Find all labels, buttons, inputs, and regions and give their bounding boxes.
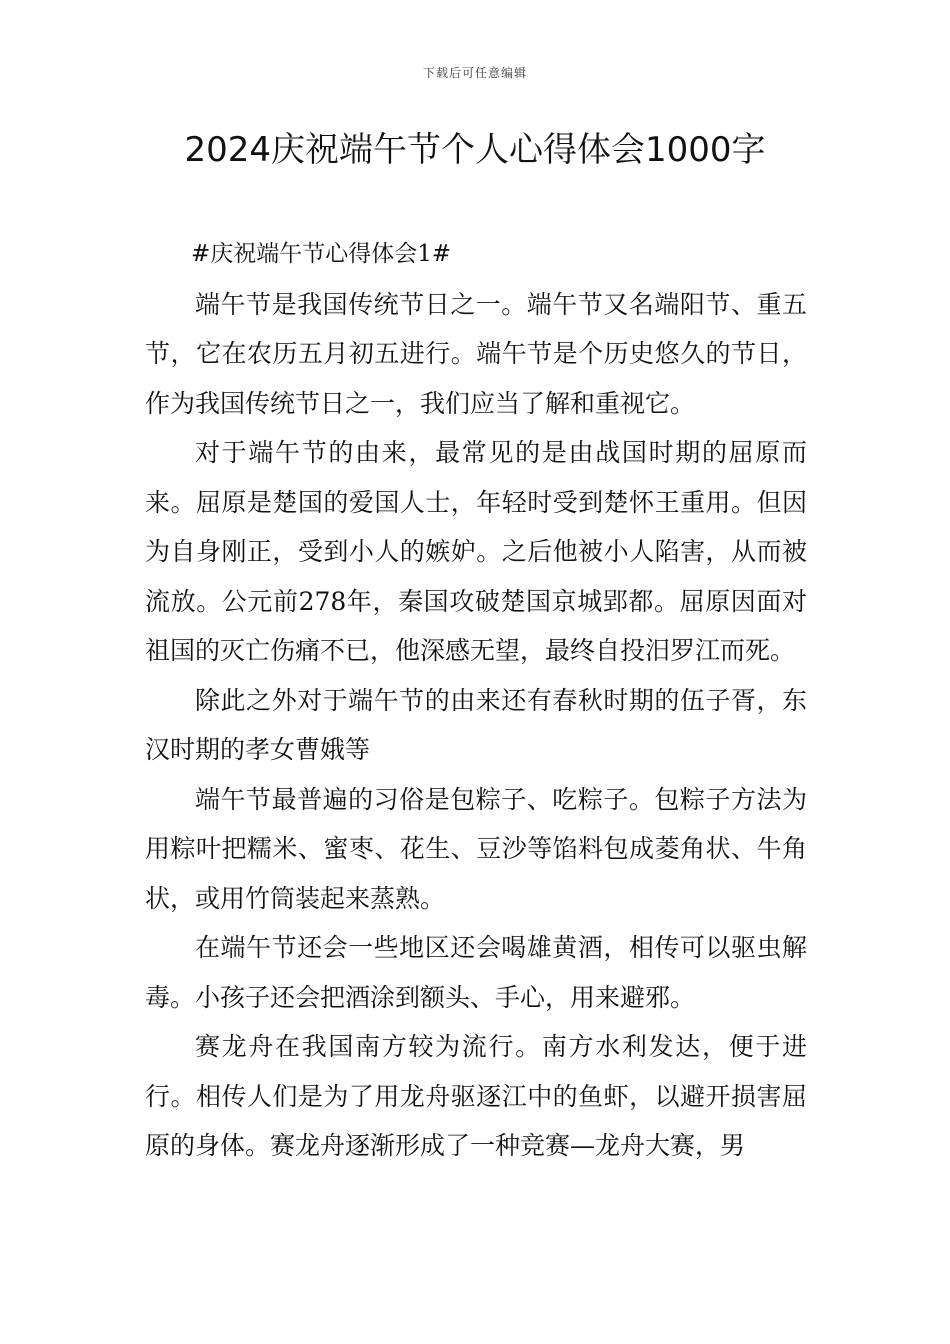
paragraph-4: 端午节最普遍的习俗是包粽子、吃粽子。包粽子方法为用粽叶把糯米、蜜枣、花生、豆沙等馅料包成菱角状、牛角状，或用竹筒装起来蒸熟。 (145, 784, 807, 913)
paragraph-5: 在端午节还会一些地区还会喝雄黄酒，相传可以驱虫解毒。小孩子还会把酒涂到额头、手心，用来避邪。 (145, 933, 807, 1012)
paragraph-3: 除此之外对于端午节的由来还有春秋时期的伍子胥，东汉时期的孝女曹娥等 (145, 685, 807, 764)
document-title: 2024庆祝端午节个人心得体会1000字 (184, 130, 766, 170)
document-body (145, 230, 807, 1171)
paragraph-1: 端午节是我国传统节日之一。端午节又名端阳节、重五节，它在农历五月初五进行。端午节是个历史悠久的节日，作为我国传统节日之一，我们应当了解和重视它。 (145, 289, 807, 418)
paragraph-6: 赛龙舟在我国南方较为流行。南方水利发达，便于进行。相传人们是为了用龙舟驱逐江中的鱼虾，以避开损害屈原的身体。赛龙舟逐渐形成了一种竞赛—龙舟大赛，男 (145, 1032, 807, 1160)
header-note: 下载后可任意编辑 (422, 66, 527, 80)
paragraph-2: 对于端午节的由来，最常见的是由战国时期的屈原而来。屈原是楚国的爱国人士，年轻时受到楚怀王重用。但因为自身刚正，受到小人的嫉妒。之后他被小人陷害，从而被流放。公元前278年，秦国攻破楚国京城郢都。屈原因面对祖国的灭亡伤痛不已，他深感无望，最终自投汨罗江而死。 (145, 438, 807, 665)
section-heading: #庆祝端午节心得体会1# (191, 241, 452, 267)
